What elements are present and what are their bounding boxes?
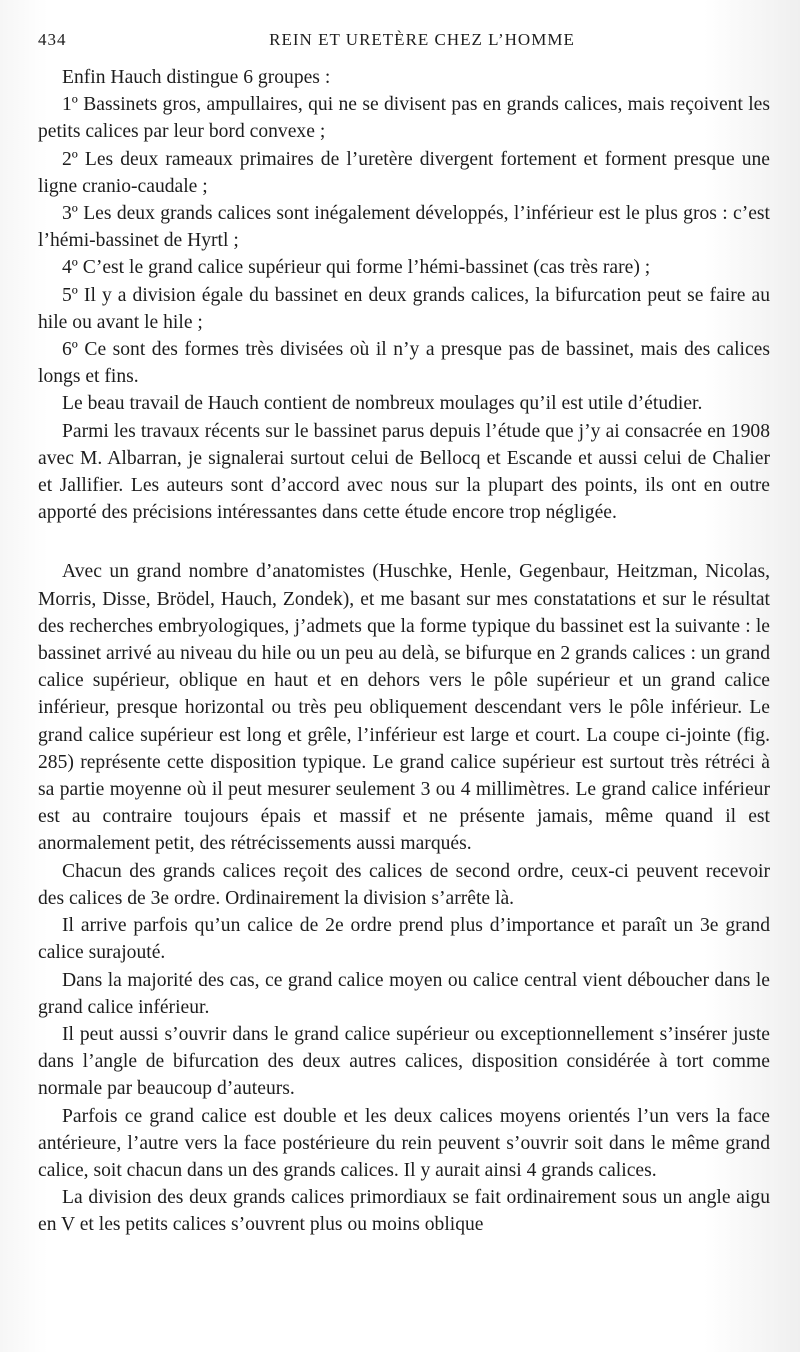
paragraph-second-order: Chacun des grands calices reçoit des calices de second ordre, ceux-ci peuvent recevoir des calices de 3e ordre. Ordinairement la division s’arrête là. (38, 860, 770, 909)
paragraph-majority-cases: Dans la majorité des cas, ce grand calice moyen ou calice central vient déboucher dans le grand calice inférieur. (38, 969, 770, 1018)
paragraph-hauch-groups-intro: Enfin Hauch distingue 6 groupes : (62, 67, 331, 88)
paragraph-upper-opening: Il peut aussi s’ouvrir dans le grand calice supérieur ou exceptionnellement s’insérer juste dans l’angle de bifurcation des deux autres calices, disposition considérée à tort comme normale par beaucoup d’auteurs. (38, 1023, 770, 1100)
paragraph-group-1: 1º Bassinets gros, ampullaires, qui ne se divisent pas en grands calices, mais reçoivent les petits calices par leur bord convexe ; (38, 94, 770, 143)
paragraph-group-3: 3º Les deux grands calices sont inégalement développés, l’inférieur est le plus gros : c’est l’hémi-bassinet de Hyrtl ; (38, 203, 770, 252)
paragraph-third-calice: Il arrive parfois qu’un calice de 2e ordre prend plus d’importance et paraît un 3e grand calice surajouté. (38, 915, 770, 964)
paragraph-hauch-work: Le beau travail de Hauch contient de nombreux moulages qu’il est utile d’étudier. (62, 393, 703, 415)
section-gap (38, 526, 770, 558)
paragraph-typical-form: Avec un grand nombre d’anatomistes (Huschke, Henle, Gegenbaur, Heitzman, Nicolas, Morris, Disse, Brödel, Hauch, Zondek), et me basant sur mes constatations et sur le résultat des recherches embryologiques, j’admets que la forme typique du bassinet est la suivante : le bassinet arrivé au niveau du hile ou un peu au delà, se bifurque en 2 grands calices : un grand calice supérieur, oblique en haut et en dehors vers le pôle supérieur et un grand calice inférieur, presque horizontal ou très peu obliquement descendant vers le pôle inférieur. Le grand calice supérieur est long et grêle, l’inférieur est large et court. La coupe ci-jointe (fig. 285) représente cette disposition typique. Le grand calice supérieur est surtout très rétréci à sa partie moyenne où il peut mesurer seulement 3 ou 4 millimètres. Le grand calice inférieur est au contraire toujours épais et massif et ne présente jamais, même quand il est anormalement petit, des rétrécissements aussi marqués. (38, 561, 770, 855)
running-title: REIN ET URETÈRE CHEZ L’HOMME (269, 30, 575, 49)
running-head (38, 30, 776, 54)
paragraph-group-6: 6º Ce sont des formes très divisées où il n’y a presque pas de bassinet, mais des calices longs et fins. (38, 339, 770, 388)
paragraph-double-calice: Parfois ce grand calice est double et les deux calices moyens orientés l’un vers la face antérieure, l’autre vers la face postérieure du rein peuvent s’ouvrir soit dans le même grand calice, soit chacun dans un des grands calices. Il y aurait ainsi 4 grands calices. (38, 1105, 770, 1181)
page-number: 434 (38, 30, 67, 49)
body-text (38, 64, 770, 1239)
paragraph-recent-works: Parmi les travaux récents sur le bassinet parus depuis l’étude que j’y ai consacrée en 1908 avec M. Albarran, je signalerai surtout celui de Bellocq et Escande et aussi celui de Chalier et Jallifier. Les auteurs sont d’accord avec nous sur la plupart des points, ils ont en outre apporté des précisions intéressantes dans cette étude encore trop négligée. (38, 420, 770, 524)
paragraph-division-angle: La division des deux grands calices primordiaux se fait ordinairement sous un angle aigu en V et les petits calices s’ouvrent plus ou moins oblique (38, 1187, 770, 1236)
paragraph-group-2: 2º Les deux rameaux primaires de l’uretère divergent fortement et forment presque une ligne cranio-caudale ; (38, 148, 770, 197)
paragraph-group-4: 4º C’est le grand calice supérieur qui forme l’hémi-bassinet (cas très rare) ; (62, 257, 651, 279)
paragraph-group-5: 5º Il y a division égale du bassinet en deux grands calices, la bifurcation peut se faire au hile ou avant le hile ; (38, 284, 770, 333)
